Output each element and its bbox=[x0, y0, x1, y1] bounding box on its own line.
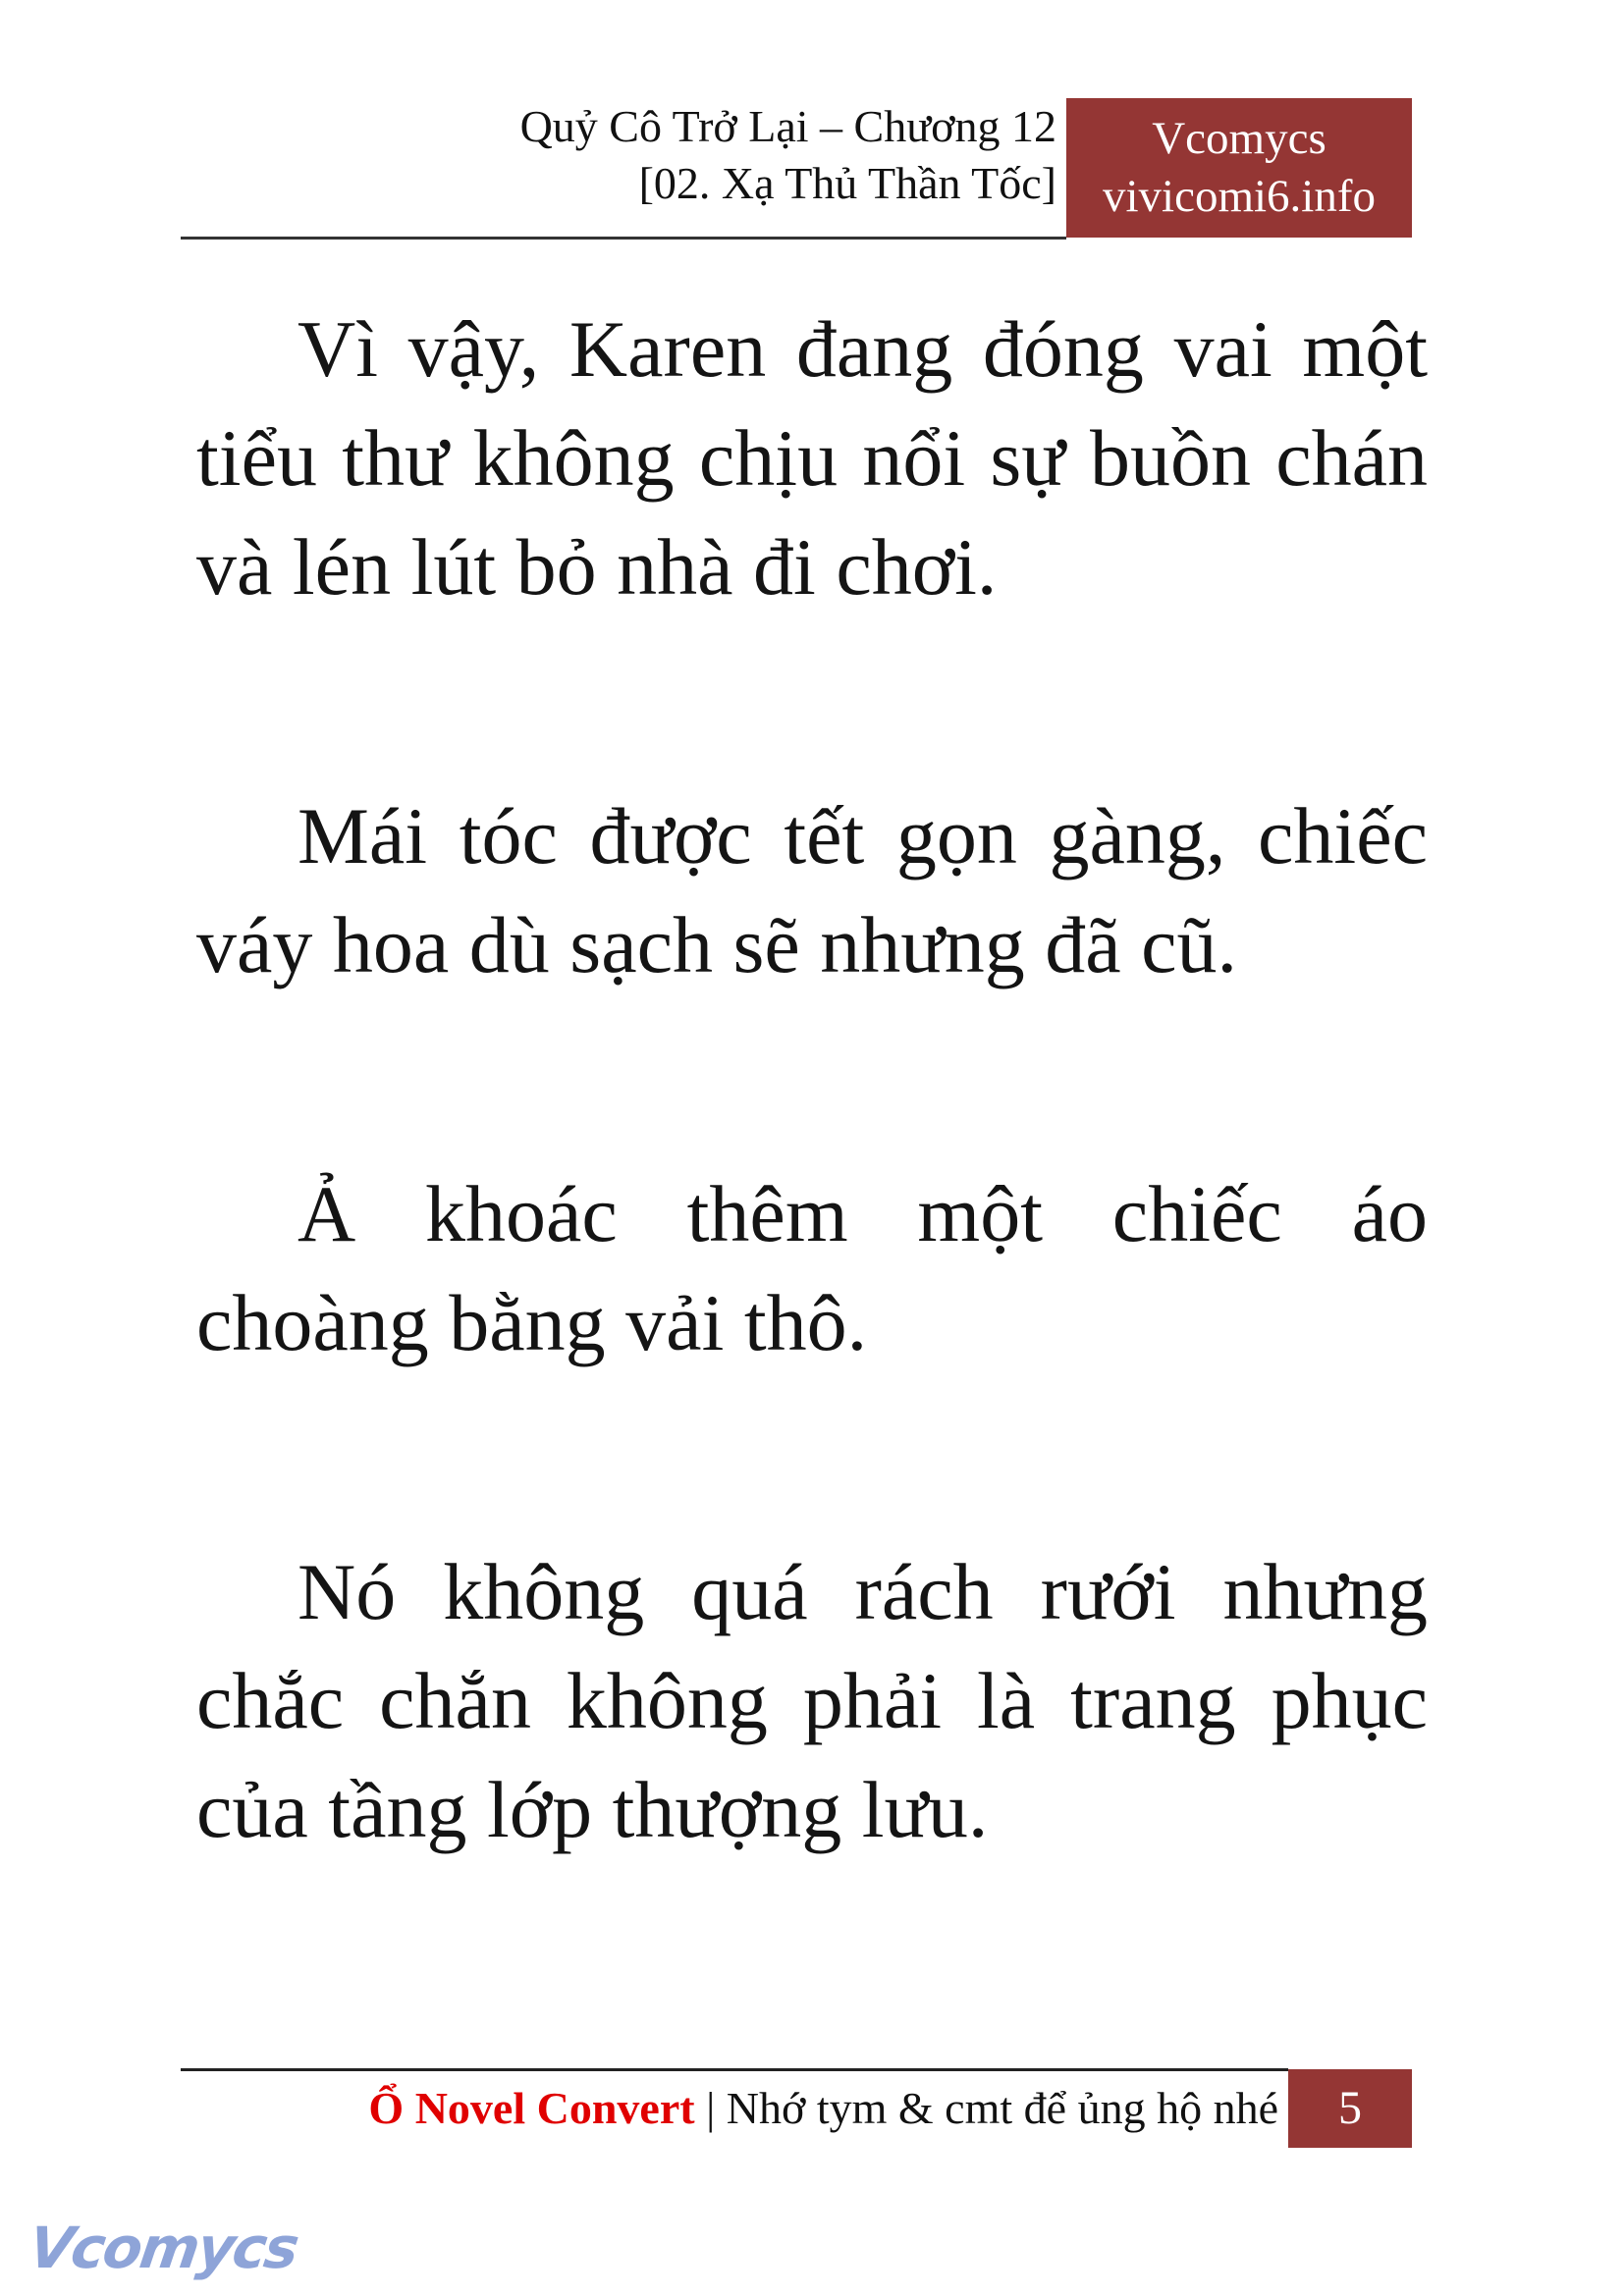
page-number-badge bbox=[1288, 2069, 1412, 2148]
chapter-subtitle-line2: [02. Xạ Thủ Thần Tốc] bbox=[638, 158, 1056, 208]
chapter-title bbox=[192, 98, 1056, 212]
brand-name: Vcomycs bbox=[1152, 113, 1326, 164]
paragraph: Nó không quá rách rưới nhưng chắc chắn không phải là trang phục của tầng lớp thượng lưu. bbox=[196, 1547, 1428, 1854]
brand-site: vivicomi6.info bbox=[1102, 171, 1377, 222]
watermark-logo bbox=[25, 2214, 302, 2292]
chapter-title-line1: Quỷ Cô Trở Lại – Chương 12 bbox=[519, 101, 1056, 151]
footer-message: Nhớ tym & cmt để ủng hộ nhé bbox=[726, 2083, 1278, 2133]
footer-brand: Ổ Novel Convert bbox=[368, 2083, 695, 2133]
chapter-body bbox=[196, 294, 1428, 2024]
vcomycs-logo-icon: Vcomycs bbox=[25, 2215, 302, 2281]
header-divider bbox=[181, 237, 1066, 240]
paragraph: Ả khoác thêm một chiếc áo choàng bằng vải thô. bbox=[196, 1169, 1428, 1367]
page-number: 5 bbox=[1338, 2082, 1362, 2134]
paragraph: Vì vậy, Karen đang đóng vai một tiểu thư không chịu nổi sự buồn chán và lén lút bỏ nhà đi chơi. bbox=[196, 304, 1428, 612]
footer-separator: | bbox=[694, 2083, 727, 2133]
paragraph: Mái tóc được tết gọn gàng, chiếc váy hoa dù sạch sẽ nhưng đã cũ. bbox=[196, 791, 1428, 989]
footer-divider bbox=[181, 2068, 1288, 2071]
page-header bbox=[181, 98, 1412, 238]
brand-badge bbox=[1066, 98, 1412, 238]
page-footer bbox=[181, 2079, 1278, 2138]
